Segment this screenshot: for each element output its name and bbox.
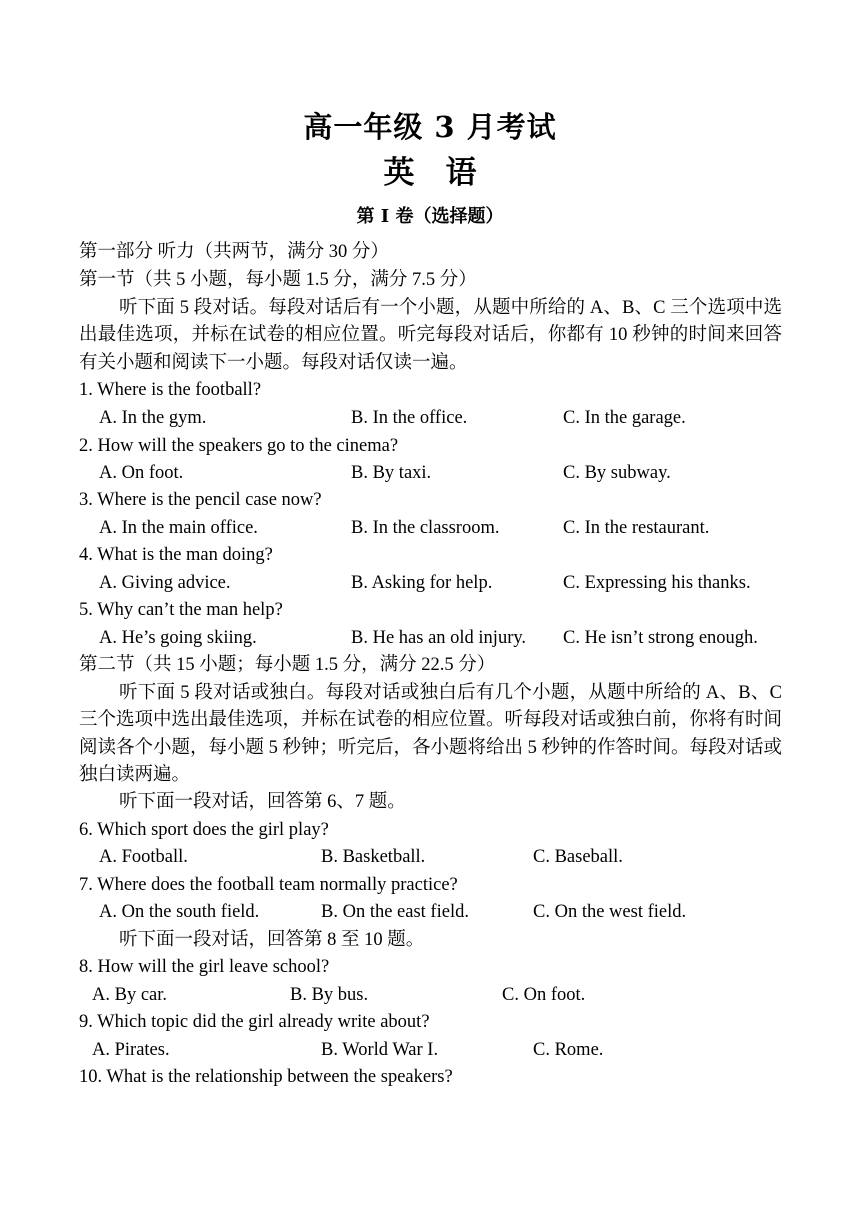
question-3: 3. Where is the pencil case now?: [79, 490, 322, 510]
section2-heading: 第二节（共 15 小题；每小题 1.5 分，满分 22.5 分）: [79, 655, 496, 675]
question-1-option-c: C. In the garage.: [563, 408, 686, 428]
question-6-option-a: A. Football.: [99, 847, 188, 867]
section2-instructions: 听下面 5 段对话或独白。每段对话或独白后有几个小题，从题中所给的 A、B、C 三个选项中选出最佳选项，并标在试卷的相应位置。听每段对话或独白前，你将有时间阅读各个小题，每小题 5 秒钟；听完后，各小题将给出 5 秒钟的作答时间。每段对话或独白读两遍。: [79, 683, 783, 786]
question-3-option-c: C. In the restaurant.: [563, 518, 710, 538]
question-4: 4. What is the man doing?: [79, 545, 273, 565]
question-5-option-c: C. He isn’t strong enough.: [563, 628, 758, 648]
question-9: 9. Which topic did the girl already write about?: [79, 1012, 430, 1032]
subject-title: 英 语: [383, 155, 477, 191]
question-4-option-c: C. Expressing his thanks.: [563, 573, 751, 593]
question-1-option-b: B. In the office.: [351, 408, 468, 428]
question-10: 10. What is the relationship between the speakers?: [79, 1067, 453, 1087]
question-7-option-c: C. On the west field.: [533, 902, 687, 922]
part1-heading: 第一部分 听力（共两节，满分 30 分）: [79, 242, 389, 262]
exam-title: 高一年级 3 月考试: [303, 110, 557, 144]
section1-instructions: 听下面 5 段对话。每段对话后有一个小题，从题中所给的 A、B、C 三个选项中选出最佳选项，并标在试卷的相应位置。听完每段对话后，你都有 10 秒钟的时间来回答有关小题和阅读下一小题。每段对话仅读一遍。: [79, 298, 782, 373]
dialogue-note-6-7: 听下面一段对话，回答第 6、7 题。: [119, 792, 406, 812]
question-4-option-b: B. Asking for help.: [351, 573, 493, 593]
question-9-option-a: A. Pirates.: [92, 1040, 170, 1060]
question-8: 8. How will the girl leave school?: [79, 957, 330, 977]
question-6-option-b: B. Basketball.: [321, 847, 426, 867]
question-8-option-a: A. By car.: [92, 985, 168, 1005]
question-4-option-a: A. Giving advice.: [99, 573, 231, 593]
dialogue-note-8-10: 听下面一段对话，回答第 8 至 10 题。: [119, 930, 425, 950]
question-1-option-a: A. In the gym.: [99, 408, 207, 428]
question-9-option-c: C. Rome.: [533, 1040, 604, 1060]
question-2: 2. How will the speakers go to the cinema?: [79, 436, 399, 456]
question-3-option-b: B. In the classroom.: [351, 518, 500, 538]
question-8-option-b: B. By bus.: [290, 985, 369, 1005]
question-1: 1. Where is the football?: [79, 380, 262, 400]
question-5-option-a: A. He’s going skiing.: [99, 628, 257, 648]
question-9-option-b: B. World War I.: [321, 1040, 439, 1060]
question-2-option-a: A. On foot.: [99, 463, 184, 483]
question-5-option-b: B. He has an old injury.: [351, 628, 527, 648]
section1-heading: 第一节（共 5 小题，每小题 1.5 分，满分 7.5 分）: [79, 270, 477, 290]
question-6-option-c: C. Baseball.: [533, 847, 623, 867]
question-7-option-b: B. On the east field.: [321, 902, 469, 922]
question-7: 7. Where does the football team normally practice?: [79, 875, 458, 895]
volume-title: 第 I 卷（选择题）: [356, 206, 504, 227]
question-2-option-b: B. By taxi.: [351, 463, 432, 483]
question-8-option-c: C. On foot.: [502, 985, 586, 1005]
question-6: 6. Which sport does the girl play?: [79, 820, 329, 840]
question-7-option-a: A. On the south field.: [99, 902, 260, 922]
question-5: 5. Why can’t the man help?: [79, 600, 283, 620]
question-2-option-c: C. By subway.: [563, 463, 671, 483]
question-3-option-a: A. In the main office.: [99, 518, 258, 538]
